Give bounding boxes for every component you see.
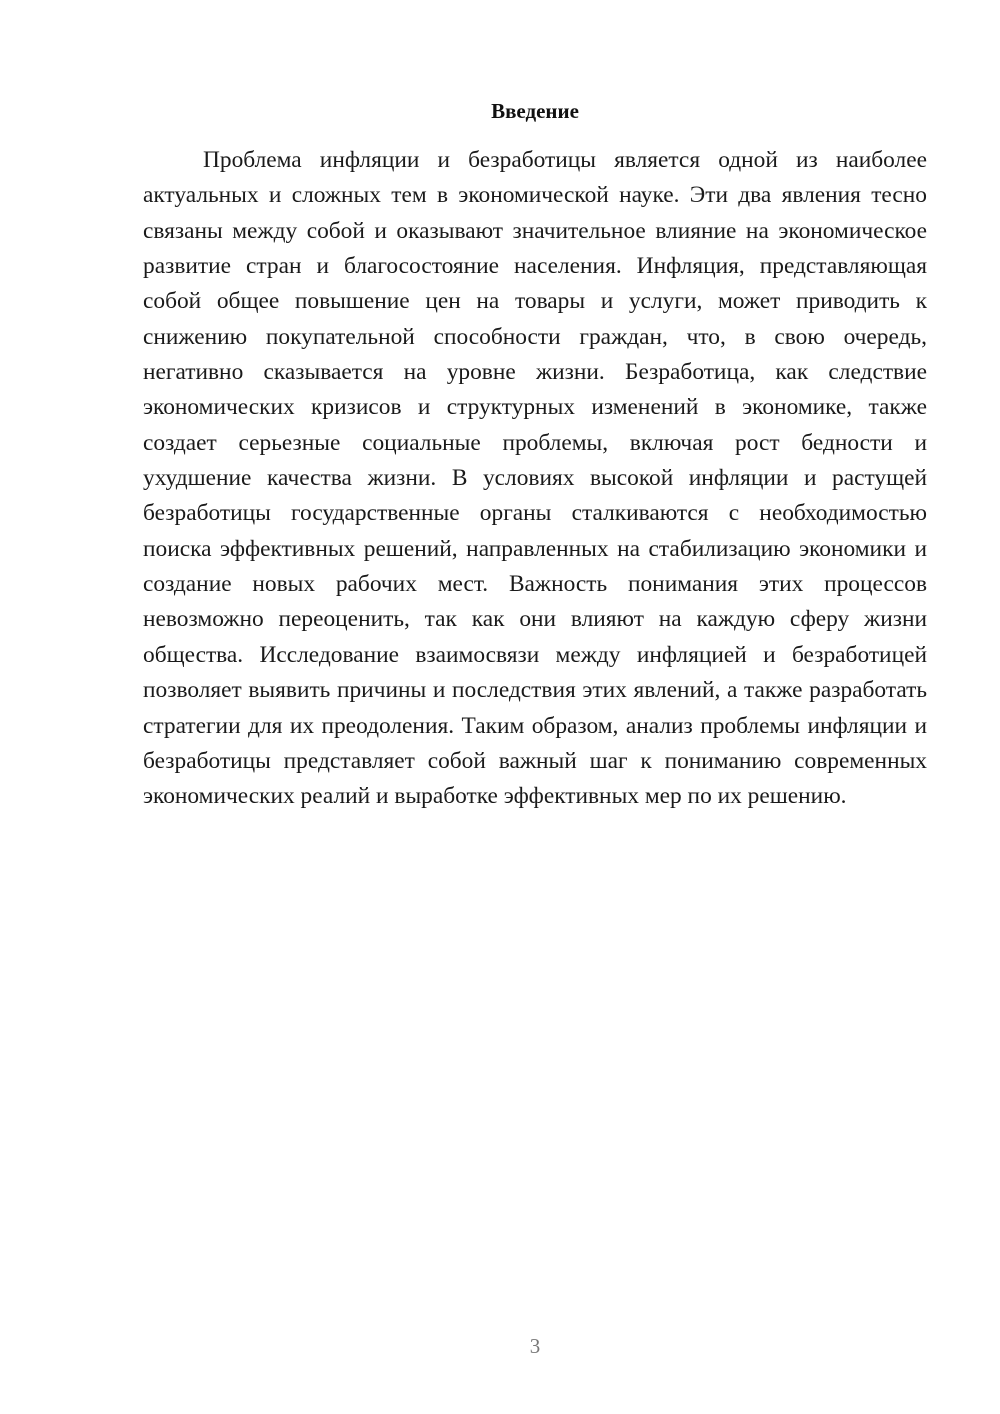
- page-number: 3: [529, 1334, 541, 1358]
- section-heading: Введение: [491, 99, 579, 123]
- introduction-paragraph: Проблема инфляции и безработицы является одной из наиболее актуальных и сложных тем в экономической науке. Эти два явления тесно связаны между собой и оказывают значительное влияние на экономическое развитие стран и благосостояние населения. Инфляция, представляющая собой общее повышение цен на товары и услуги, может приводить к снижению покупательной способности граждан, что, в свою очередь, негативно сказывается на уровне жизни. Безработица, как следствие экономических кризисов и структурных изменений в экономике, также создает серьезные социальные проблемы, включая рост бедности и ухудшение качества жизни. В условиях высокой инфляции и растущей безработицы государственные органы сталкиваются с необходимостью поиска эффективных решений, направленных на стабилизацию экономики и создание новых рабочих мест. Важность понимания этих процессов невозможно переоценить, так как они влияют на каждую сферу жизни общества. Исследование взаимосвязи между инфляцией и безработицей позволяет выявить причины и последствия этих явлений, а также разработать стратегии для их преодоления. Таким образом, анализ проблемы инфляции и безработицы представляет собой важный шаг к пониманию современных экономических реалий и выработке эффективных мер по их решению.: [143, 147, 927, 810]
